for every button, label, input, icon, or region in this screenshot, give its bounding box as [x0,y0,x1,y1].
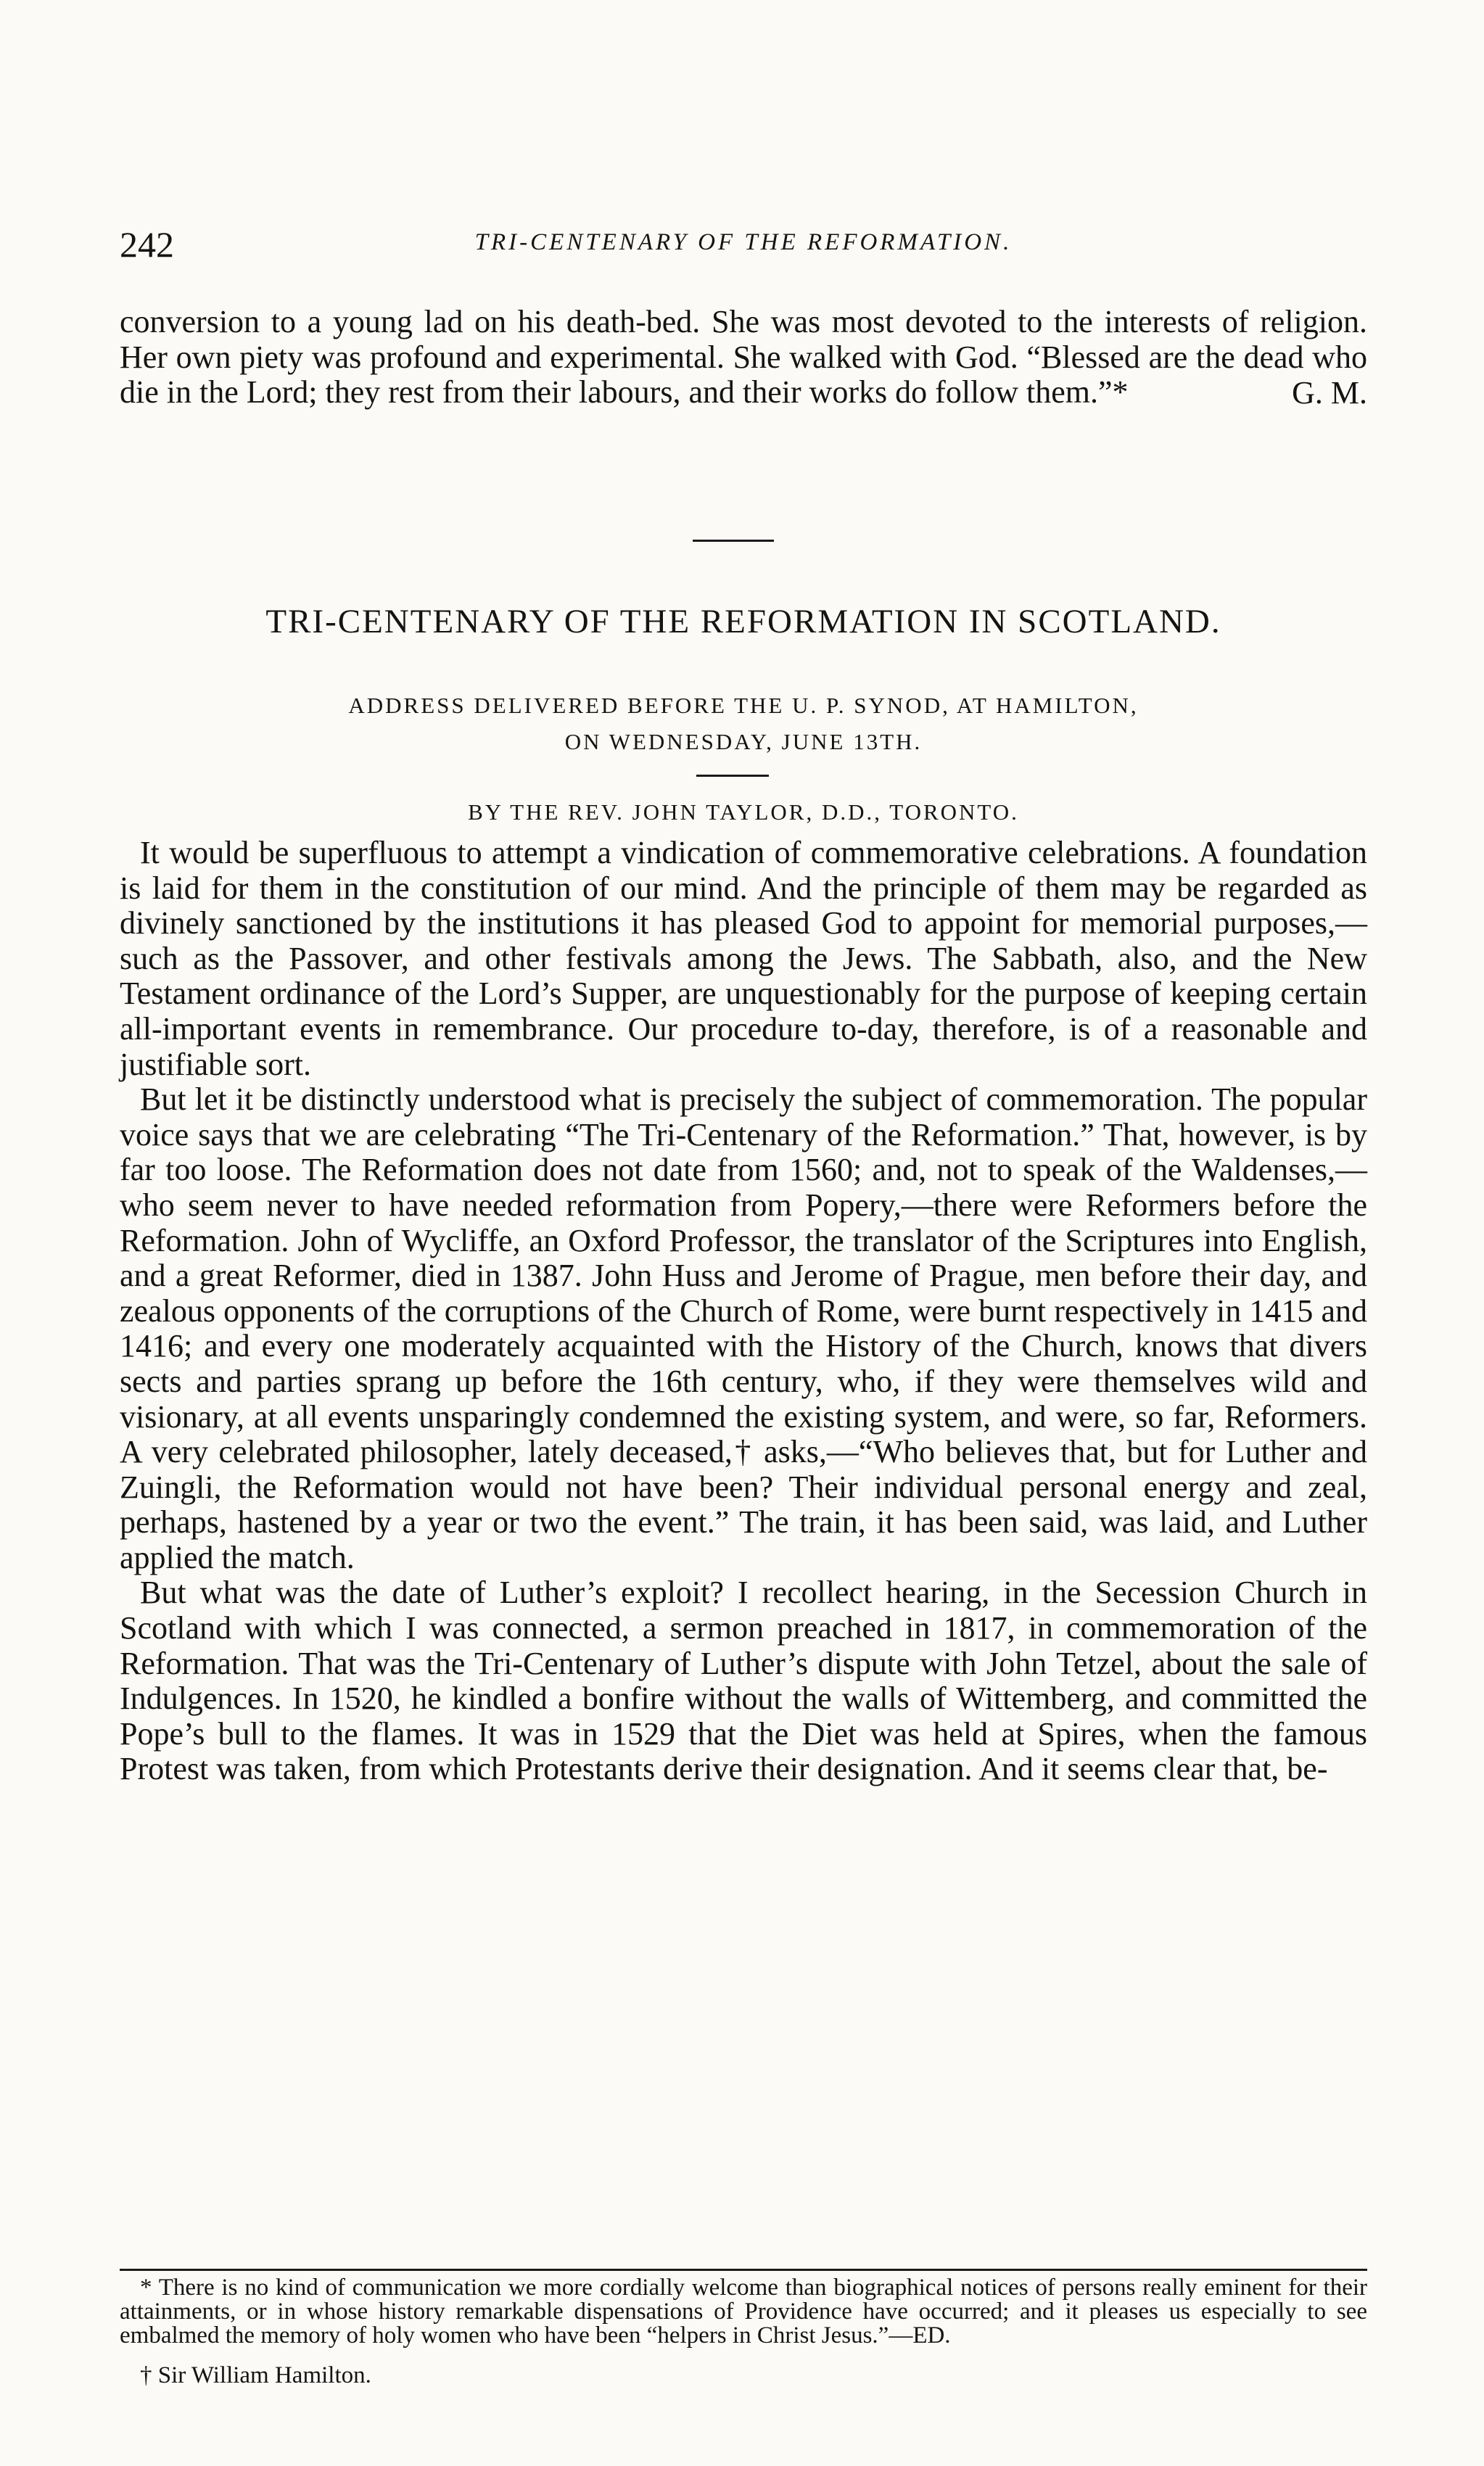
body-paragraph: It would be superfluous to attempt a vindication of commemorative celebrations. A foundation is laid for them in the constitution of our mind. And the principle of them may be regarded as divinely sanctioned by the institutions it has pleased God to appoint for memorial purposes,—such as the Passover, and other festivals among the Jews. The Sabbath, also, and the New Testament ordinance of the Lord’s Supper, are unquestionably for the purpose of keeping certain all-important events in remembrance. Our procedure to-day, therefore, is of a reasonable and justifiable sort. [120,835,1367,1082]
footnote: † Sir William Hamilton. [140,2362,371,2388]
preceding-article-ending [120,305,1367,411]
footnote: * There is no kind of communication we more cordially welcome than biographical notices of persons really eminent for their attainments, or in whose history remarkable dispensations of Providence have occurred; and it pleases us especially to see embalmed the memory of holy women who have been “helpers in Christ Jesus.”—ED. [120,2275,1367,2349]
article-subtitle [174,688,1313,760]
footnote-rule [120,2269,1367,2271]
article-body [120,836,1367,1787]
subtitle-line: ON WEDNESDAY, JUNE 13TH. [564,729,923,754]
title-divider [696,775,769,777]
byline: BY THE REV. JOHN TAYLOR, D.D., TORONTO. [468,799,1019,825]
closing-paragraph: conversion to a young lad on his death-bed. She was most devoted to the interests of religion. Her own piety was profound and experimental. She walked with God. “Blessed are the dead who die in the Lord; they rest from their labours, and their works do follow them.”* [120,304,1367,411]
body-paragraph: But let it be distinctly understood what is precisely the subject of commemoration. The popular voice says that we are celebrating “The Tri-Centenary of the Reformation.” That, however, is by far too loose. The Reformation does not date from 1560; and, not to speak of the Waldenses,—who seem never to have needed reformation from Popery,—there were Reformers before the Reformation. John of Wycliffe, an Oxford Professor, the translator of the Scriptures into English, and a great Reformer, died in 1387. John Huss and Jerome of Prague, men before their day, and zealous opponents of the corruptions of the Church of Rome, were burnt respectively in 1415 and 1416; and every one moderately acquainted with the History of the Church, knows that divers sects and parties sprang up before the 16th century, who, if they were themselves wild and visionary, at all events unsparingly condemned the existing system, and were, so far, Reformers. A very celebrated philosopher, lately deceased,† asks,—“Who believes that, but for Luther and Zuingli, the Reformation would not have been? Their individual personal energy and zeal, perhaps, hastened by a year or two the event.” The train, it has been said, was laid, and Luther applied the match. [120,1081,1367,1575]
article-title: TRI-CENTENARY OF THE REFORMATION IN SCOTLAND. [265,603,1221,640]
page-number: 242 [120,224,174,265]
author-signature: G. M. [1292,374,1367,411]
running-header [120,223,1367,267]
running-title: TRI-CENTENARY OF THE REFORMATION. [474,229,1013,255]
section-divider [693,540,774,542]
body-paragraph: But what was the date of Luther’s exploit? I recollect hearing, in the Secession Church in Scotland with which I was connected, a sermon preached in 1817, in commemoration of the Reformation. That was the Tri-Centenary of Luther’s dispute with John Tetzel, about the sale of Indulgences. In 1520, he kindled a bonfire without the walls of Wittemberg, and committed the Pope’s bull to the flames. It was in 1529 that the Diet was held at Spires, when the famous Protest was taken, from which Protestants derive their designation. And it seems clear that, be- [120,1575,1367,1787]
subtitle-line: ADDRESS DELIVERED BEFORE THE U. P. SYNOD, AT HAMILTON, [348,693,1139,718]
footnotes [120,2276,1367,2388]
